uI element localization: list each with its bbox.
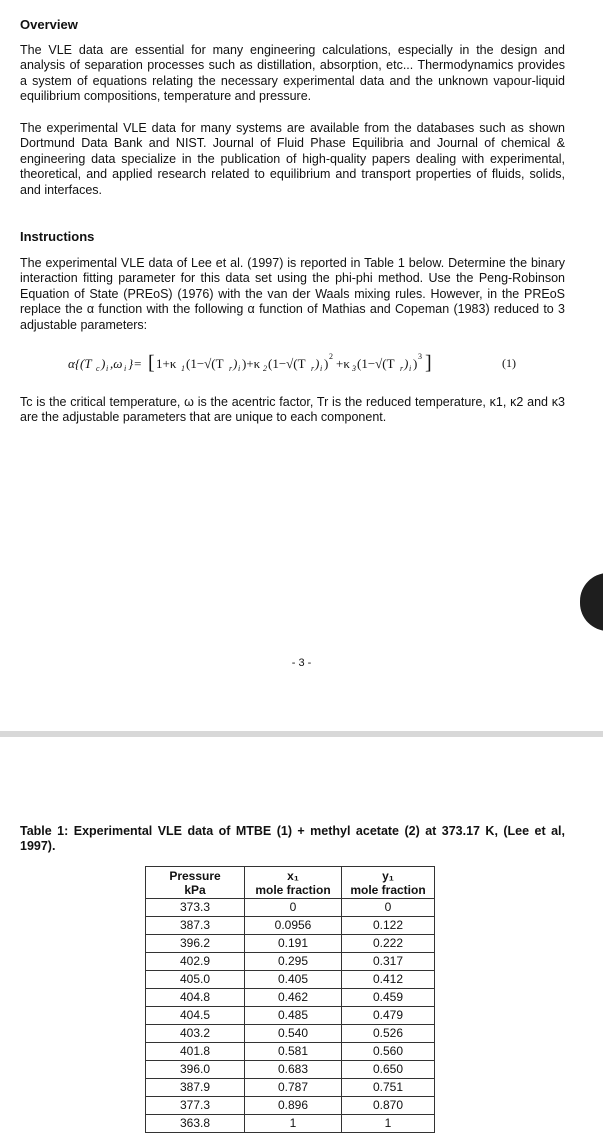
x1-cell: 0.295 <box>245 953 342 971</box>
table-row <box>146 1079 435 1097</box>
table-row <box>146 989 435 1007</box>
svg-text:[: [ <box>148 352 155 374</box>
svg-text:)+κ: )+κ <box>242 356 261 371</box>
x1-cell: 0.191 <box>245 935 342 953</box>
svg-text:2: 2 <box>263 364 267 373</box>
pressure-cell: 405.0 <box>146 971 245 989</box>
y1-cell: 0.560 <box>342 1043 435 1061</box>
svg-text:i: i <box>238 364 241 373</box>
svg-text:): ) <box>315 356 320 371</box>
vle-data-table <box>145 866 435 1133</box>
svg-text:): ) <box>101 356 106 371</box>
instructions-paragraph: The experimental VLE data of Lee et al. (1997) is reported in Table 1 below. Determine the binary interaction fitting parameter for this data set using the phi-phi method. Use the Peng-Robinson Equation of State (PREoS) (1976) with the van der Waals mixing rules. However, in the PREoS replace the α function with the following α function of Mathias and Copeman (1983) reduced to 3 adjustable parameters: <box>20 256 565 332</box>
overview-heading: Overview <box>20 17 78 32</box>
svg-text:): ) <box>233 356 238 371</box>
svg-text:r: r <box>400 364 404 373</box>
table-row <box>146 953 435 971</box>
pressure-cell: 402.9 <box>146 953 245 971</box>
x1-cell: 0.405 <box>245 971 342 989</box>
y1-cell: 0 <box>342 899 435 917</box>
equation-image <box>68 348 508 382</box>
instructions-heading: Instructions <box>20 229 95 244</box>
pressure-cell: 404.5 <box>146 1007 245 1025</box>
table-row <box>146 935 435 953</box>
pressure-cell: 396.0 <box>146 1061 245 1079</box>
page-separator <box>0 731 603 737</box>
table-row <box>146 1025 435 1043</box>
x1-cell: 0.581 <box>245 1043 342 1061</box>
definitions-paragraph: Tc is the critical temperature, ω is the acentric factor, Tr is the reduced temperature, κ1, κ2 and κ3 are the adjustable parameters that are unique to each component. <box>20 395 565 425</box>
svg-text:i: i <box>320 364 323 373</box>
svg-text:,ω: ,ω <box>110 356 123 371</box>
svg-text:1: 1 <box>181 364 185 373</box>
y1-cell: 0.526 <box>342 1025 435 1043</box>
svg-text:): ) <box>413 356 418 371</box>
svg-text:+κ: +κ <box>336 356 350 371</box>
x1-cell: 0 <box>245 899 342 917</box>
table-row <box>146 1115 435 1133</box>
svg-text:): ) <box>404 356 409 371</box>
svg-text:2: 2 <box>329 352 333 361</box>
table-row <box>146 917 435 935</box>
svg-text:(1−√(T: (1−√(T <box>268 356 306 371</box>
table-row <box>146 899 435 917</box>
pressure-cell: 363.8 <box>146 1115 245 1133</box>
page-number: - 3 - <box>291 657 312 669</box>
table-row <box>146 1061 435 1079</box>
x1-cell: 0.0956 <box>245 917 342 935</box>
svg-text:3: 3 <box>418 352 422 361</box>
x1-cell: 0.896 <box>245 1097 342 1115</box>
y1-cell: 0.317 <box>342 953 435 971</box>
table-row <box>146 971 435 989</box>
svg-text:α{(T: α{(T <box>68 356 92 371</box>
y1-cell: 0.122 <box>342 917 435 935</box>
x1-cell: 0.540 <box>245 1025 342 1043</box>
svg-text:c: c <box>96 364 100 373</box>
svg-text:(1−√(T: (1−√(T <box>357 356 395 371</box>
pressure-cell: 387.9 <box>146 1079 245 1097</box>
header-y1: y₁ mole fraction <box>342 867 435 899</box>
table-row <box>146 1097 435 1115</box>
header-x1: x₁ mole fraction <box>245 867 342 899</box>
pressure-cell: 404.8 <box>146 989 245 1007</box>
y1-cell: 0.412 <box>342 971 435 989</box>
header-pressure: Pressure kPa <box>146 867 245 899</box>
svg-text:]: ] <box>425 352 432 374</box>
table-row <box>146 1007 435 1025</box>
overview-paragraph-1: The VLE data are essential for many engineering calculations, especially in the design and analysis of separation processes such as distillation, absorption, etc... Thermodynamics provides a system of equations relating the necessary experimental data and the unknown vapour-liquid equilibrium compositions, temperature and pressure. <box>20 43 565 104</box>
svg-text:3: 3 <box>352 364 356 373</box>
y1-cell: 0.479 <box>342 1007 435 1025</box>
x1-cell: 0.787 <box>245 1079 342 1097</box>
x1-cell: 0.462 <box>245 989 342 1007</box>
y1-cell: 0.751 <box>342 1079 435 1097</box>
table-row <box>146 1043 435 1061</box>
table-caption: Table 1: Experimental VLE data of MTBE (1) + methyl acetate (2) at 373.17 K, (Lee et al, 1997). <box>20 824 565 854</box>
pressure-cell: 401.8 <box>146 1043 245 1061</box>
side-scroll-handle[interactable] <box>580 573 603 631</box>
x1-cell: 0.485 <box>245 1007 342 1025</box>
svg-text:(1−√(T: (1−√(T <box>186 356 224 371</box>
pressure-cell: 403.2 <box>146 1025 245 1043</box>
y1-cell: 0.650 <box>342 1061 435 1079</box>
equation-number: (1) <box>502 356 516 370</box>
pressure-cell: 373.3 <box>146 899 245 917</box>
table-header-row <box>146 867 435 899</box>
x1-cell: 0.683 <box>245 1061 342 1079</box>
overview-paragraph-2: The experimental VLE data for many systems are available from the databases such as shown Dortmund Data Bank and NIST. Journal of Fluid Phase Equilibria and Journal of chemical & engineering data specialize in the publication of high-quality papers dealing with experimental, theoretical, and applied research related to equilibrium and transport properties of fluids, solids, and interfaces. <box>20 121 565 197</box>
pressure-cell: 387.3 <box>146 917 245 935</box>
alpha-function-equation <box>68 348 538 382</box>
svg-text:): ) <box>324 356 329 371</box>
svg-text:1+κ: 1+κ <box>156 356 177 371</box>
svg-text:r: r <box>311 364 315 373</box>
svg-text:}=: }= <box>128 356 142 371</box>
y1-cell: 1 <box>342 1115 435 1133</box>
svg-text:i: i <box>409 364 412 373</box>
pressure-cell: 377.3 <box>146 1097 245 1115</box>
x1-cell: 1 <box>245 1115 342 1133</box>
y1-cell: 0.222 <box>342 935 435 953</box>
svg-text:r: r <box>229 364 233 373</box>
svg-text:i: i <box>124 364 127 373</box>
pressure-cell: 396.2 <box>146 935 245 953</box>
y1-cell: 0.870 <box>342 1097 435 1115</box>
svg-text:i: i <box>106 364 109 373</box>
y1-cell: 0.459 <box>342 989 435 1007</box>
